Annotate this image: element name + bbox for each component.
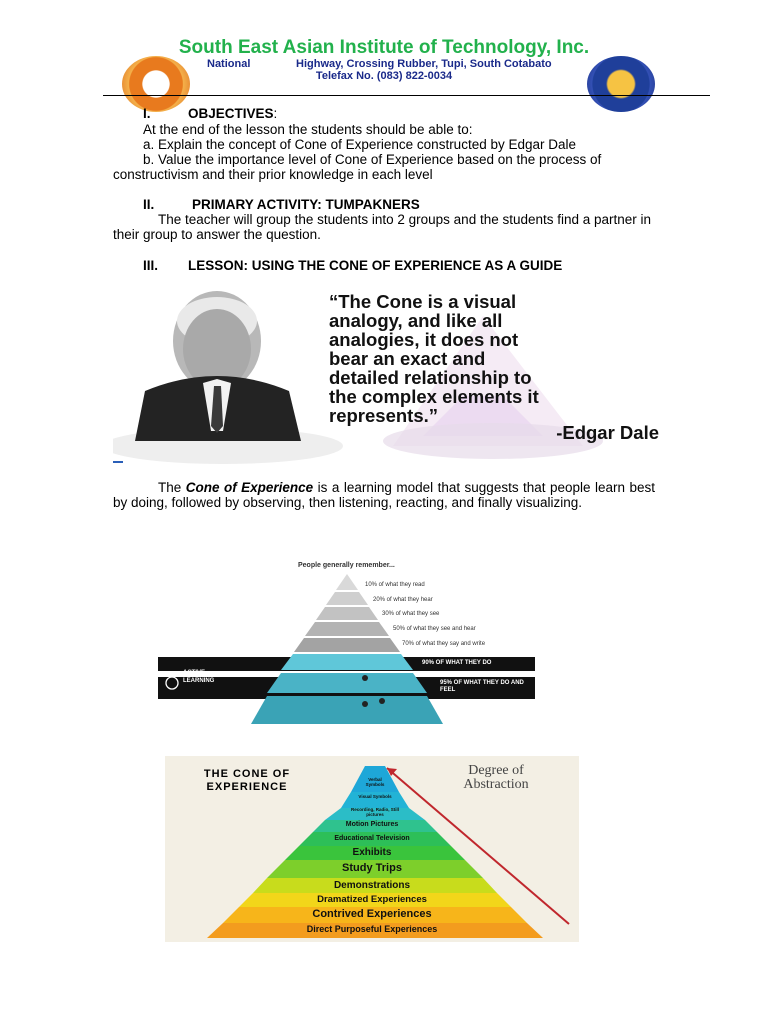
section-3-title: LESSON: USING THE CONE OF EXPERIENCE AS A GUIDE [188, 258, 563, 273]
pyramid-level-2: 20% of what they hear [373, 597, 433, 603]
definition-term: Cone of Experience [185, 480, 314, 495]
objectives-intro: At the end of the lesson the students should be able to: [143, 122, 473, 137]
cone-level-educational-television: Educational Television [334, 835, 410, 842]
active-level-2: 95% OF WHAT THEY DO AND FEEL [440, 680, 524, 693]
section-2-number: II. [143, 197, 155, 212]
objective-b-line2: constructivism and their prior knowledge in each level [113, 167, 433, 182]
pyramid-title: People generally remember... [298, 562, 395, 569]
cone-level-study-trips: Study Trips [342, 862, 402, 874]
institute-name: South East Asian Institute of Technology, Inc. [178, 37, 590, 58]
header-divider [103, 95, 710, 96]
cone-level-direct-purposeful: Direct Purposeful Experiences [306, 924, 438, 934]
objective-a: a. Explain the concept of Cone of Experience constructed by Edgar Dale [143, 137, 577, 152]
section-1-title: OBJECTIVES [188, 106, 274, 121]
active-learning-label: ACTIVE LEARNING [183, 670, 215, 684]
section-1-colon: : [273, 106, 278, 121]
cone-level-exhibits: Exhibits [352, 847, 392, 858]
address-national: National [207, 58, 251, 70]
cone-definition [113, 480, 655, 510]
cone-level-recording: Recording, Radio, Still pictures [350, 807, 399, 817]
cone-level-dramatized: Dramatized Experiences [317, 894, 427, 905]
right-seal-logo [587, 56, 655, 112]
pyramid-level-1: 10% of what they read [365, 582, 425, 588]
section-3-number: III. [143, 258, 159, 273]
cone-level-verbal-symbols: Verbal Symbols [365, 777, 385, 787]
left-seal-logo [122, 56, 190, 112]
cone-level-demonstrations: Demonstrations [333, 880, 411, 891]
quote-text: “The Cone is a visual analogy, and like all analogies, it does not bear an exact and detailed relationship to the complex elements it represents.” [329, 291, 539, 426]
retention-pyramid [155, 556, 540, 731]
section-2-title: PRIMARY ACTIVITY: TUMPAKNERS [192, 197, 420, 212]
pyramid-level-4: 50% of what they see and hear [393, 626, 476, 632]
definition-pre: The [158, 480, 186, 495]
pyramid-level-3: 30% of what they see [382, 611, 440, 617]
cone-level-contrived: Contrived Experiences [312, 908, 432, 920]
quote-author: -Edgar Dale [556, 422, 659, 443]
cone-level-visual-symbols: Visual Symbols [358, 794, 392, 799]
definition-post: is a learning model that suggests that people learn best by doing, followed by observing, then listening, reacting, and finally visualizing. [113, 480, 656, 510]
activity-description: The teacher will group the students into 2 groups and the students find a partner in their group to answer the question. [113, 212, 652, 242]
telefax: Telefax No. (083) 822-0034 [315, 70, 453, 82]
cone-of-experience-diagram [165, 756, 579, 942]
edgar-dale-portrait [125, 291, 315, 441]
edgar-dale-quote-image [113, 286, 661, 466]
objective-b-line1: b. Value the importance level of Cone of Experience based on the process of [143, 152, 602, 167]
degree-of-abstraction-label: Degree of Abstraction [463, 763, 529, 792]
cone-level-motion-pictures: Motion Pictures [345, 821, 399, 828]
pyramid-level-5: 70% of what they say and write [402, 641, 486, 647]
section-1-heading [188, 106, 277, 121]
section-1-number: I. [143, 106, 151, 121]
active-level-1: 90% OF WHAT THEY DO [422, 660, 492, 666]
cone-title: THE CONE OF EXPERIENCE [203, 768, 291, 793]
address-highway: Highway, Crossing Rubber, Tupi, South Cotabato [296, 58, 552, 70]
